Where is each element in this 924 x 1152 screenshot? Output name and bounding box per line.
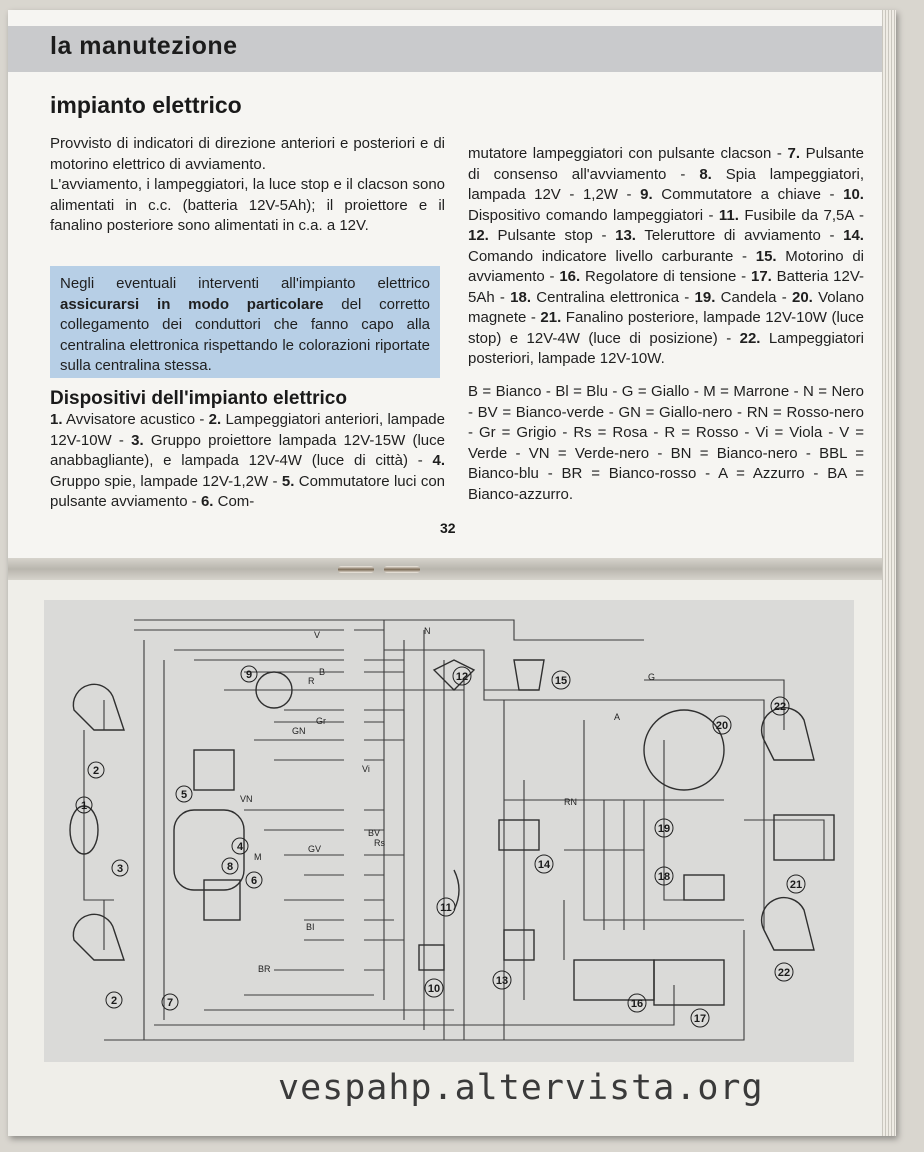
wire-label: BV	[368, 828, 381, 838]
device-text-continued: mutatore lampeggiatori con pulsante clacson	[468, 145, 772, 162]
wire-label: G	[648, 672, 656, 682]
device-num: 8.	[699, 165, 712, 183]
page-edges	[882, 10, 896, 1136]
note-text-bold: assicurarsi in modo particolare	[60, 295, 324, 313]
component-number: 12	[455, 671, 469, 683]
device-num: 1.	[50, 411, 63, 428]
note-text-end: del corretto collegamento dei conduttori che fanno capo alla centralina elettronica rispettando le colorazioni riportate sulla centralina stessa.	[60, 295, 430, 374]
component-number: 9	[245, 669, 253, 681]
device-num: 4.	[432, 452, 445, 469]
device-text: Pulsante stop	[497, 227, 593, 244]
wire-label: N	[424, 626, 431, 636]
device-num: 15.	[755, 247, 777, 265]
component-number: 6	[250, 875, 258, 887]
wire-label: R	[308, 676, 315, 686]
device-text: Spia lampeggiatori, lampada 12V - 1,2W	[468, 165, 864, 203]
component-number: 1	[80, 800, 88, 812]
diagram-background	[44, 600, 854, 1062]
chapter-title: la manutezione	[50, 32, 238, 60]
device-num: 2.	[208, 411, 222, 428]
component-number: 10	[427, 983, 441, 995]
device-num: 5.	[281, 472, 295, 490]
wire-label: Rs	[374, 838, 385, 848]
wire-label: Gr	[316, 716, 326, 726]
wire-label: V	[314, 630, 321, 640]
device-num: 13.	[615, 227, 636, 244]
wire-label: Vi	[362, 764, 370, 774]
device-num: 16.	[559, 268, 581, 285]
device-text: Commutatore luci con pulsante avviamento	[50, 472, 446, 510]
color-legend: B = Bianco - Bl = Blu - G = Giallo - M = Marrone - N = Nero - BV = Bianco-verde - GN = Giallo-nero - RN = Rosso-nero - Gr = Grigio - Rs = Rosa - R = Rosso - Vi = Viola - V = Verde - VN = Verde-nero - BN = Bianco-nero - BBL = Bianco-blu - BR = Bianco-rosso - A = Azzurro - BA = Bianco-azzurro.	[468, 383, 864, 503]
device-num: 11.	[718, 206, 739, 224]
component-number: 19	[657, 823, 671, 835]
wire-label: M	[254, 852, 262, 862]
wire-label: B	[319, 667, 326, 677]
devices-list-right: mutatore lampeggiatori con pulsante clacson - 7. Pulsante di consenso all'avviamento - 8. Spia lampeggiatori, lampada 12V - 1,2W - 9. Commutatore a chiave - 10. Dispositivo comando lampeggiatori - 11. Fusibile da 7,5A - 12. Pulsante stop - 13. Teleruttore di avviamento - 14. Comando indicatore livello carburante - 15. Motorino di avviamento - 16. Regolatore di tensione - 17. Batteria 12V-5Ah - 18. Centralina elettronica - 19. Candela - 20. Volano magnete - 21. Fanalino posteriore, lampade 12V-10W (luce stop) e 12V-4W (luce di posizione) - 22. Lampeggiatori posteriori, lampade 12V-10W.	[468, 145, 865, 367]
component-number: 11	[440, 902, 452, 914]
wire-label: BR	[258, 964, 271, 974]
device-num: 9.	[640, 186, 653, 203]
device-num: 20.	[792, 288, 813, 306]
device-text: Candela	[720, 288, 777, 306]
wiring-diagram	[44, 600, 854, 1062]
wire-label: GN	[292, 726, 306, 736]
device-num: 10.	[843, 186, 864, 203]
intro-paragraph-1: Provvisto di indicatori di direzione anteriori e posteriori e di motorino elettrico di avviamento.	[50, 135, 445, 173]
component-number: 14	[537, 859, 551, 871]
component-number: 4	[236, 841, 244, 853]
device-text: Fanalino posteriore, lampade 12V-10W (luce stop) e 12V-4W (luce di posizione)	[468, 309, 864, 347]
component-number: 3	[116, 863, 124, 875]
chapter-header-band	[8, 26, 884, 72]
component-number: 5	[180, 789, 188, 801]
device-num: 22.	[739, 329, 761, 347]
device-text: Volano magnete	[468, 288, 864, 326]
device-num: 18.	[510, 288, 532, 306]
device-text: Lampeggiatori posteriori, lampade 12V-10W.	[468, 329, 864, 367]
device-num: 7.	[787, 145, 801, 162]
device-text: Batteria 12V-5Ah	[468, 268, 865, 306]
intro-text	[50, 134, 445, 237]
device-num: 12.	[468, 227, 489, 244]
note-text-start: Negli eventuali interventi all'impianto elettrico	[60, 275, 430, 292]
device-text: Gruppo proiettore lampada 12V-15W (luce anabbagliante), e lampada 12V-4W (luce di città)	[50, 431, 445, 469]
device-text: Regolatore di tensione	[585, 268, 737, 285]
staple-left	[338, 566, 374, 573]
component-number: 7	[166, 997, 174, 1009]
component-number: 13	[495, 975, 509, 987]
component-number: 2	[92, 765, 100, 777]
component-number: 18	[657, 871, 671, 883]
wire-label: GV	[308, 844, 322, 854]
device-num: 14.	[843, 227, 864, 244]
device-text: Gruppo spie, lampade 12V-1,2W	[50, 472, 269, 490]
device-num: 17.	[750, 268, 772, 285]
device-num: 21.	[540, 309, 562, 326]
device-text: Avvisatore acustico	[65, 411, 196, 428]
component-number: 8	[226, 861, 234, 873]
device-num: 6.	[200, 493, 214, 510]
component-number: 21	[789, 879, 803, 891]
intro-paragraph-2: L'avviamento, i lampeggiatori, la luce stop e il clacson sono alimentati in c.c. (batteria 12V-5Ah); il proiettore e il fanalino posteriore sono alimentati in c.a. a 12V.	[50, 176, 445, 234]
staple-right	[384, 566, 420, 573]
device-text: Comando indicatore livello carburante	[468, 247, 734, 265]
devices-title: Dispositivi dell'impianto elettrico	[50, 388, 347, 409]
device-text: Lampeggiatori anteriori, lampade 12V-10W	[50, 411, 445, 449]
component-number: 2	[110, 995, 118, 1007]
device-text-split: Com-	[217, 493, 255, 510]
device-text: Motorino di avviamento	[468, 247, 864, 285]
wire-label: BI	[306, 922, 315, 932]
component-number: 20	[715, 720, 729, 732]
devices-list-left: 1. Avvisatore acustico - 2. Lampeggiatori anteriori, lampade 12V-10W - 3. Gruppo proiettore lampada 12V-15W (luce anabbagliante), e lampada 12V-4W (luce di città) - 4. Gruppo spie, lampade 12V-1,2W - 5. Commutatore luci con pulsante avviamento - 6. Com-	[50, 411, 446, 510]
page-number: 32	[440, 520, 456, 536]
device-text: Commutatore a chiave	[661, 186, 821, 203]
device-text: Centralina elettronica	[536, 288, 680, 306]
device-text: Dispositivo comando lampeggiatori	[468, 206, 704, 224]
manual-booklet	[8, 10, 896, 1136]
wire-label: RN	[564, 797, 577, 807]
device-text: Fusibile da 7,5A	[744, 206, 854, 224]
booklet-spine	[8, 558, 896, 580]
device-text: Teleruttore di avviamento	[644, 227, 821, 244]
component-number: 15	[554, 675, 568, 687]
note-text	[60, 274, 430, 377]
device-num: 19.	[694, 288, 716, 306]
wire-label: A	[614, 712, 621, 722]
device-num: 3.	[131, 431, 144, 449]
component-number: 22	[773, 701, 787, 713]
watermark: vespahp.altervista.org	[278, 1068, 764, 1108]
device-text: Pulsante di consenso all'avviamento	[468, 145, 864, 183]
component-number: 16	[630, 998, 644, 1010]
component-number: 17	[693, 1013, 707, 1025]
section-title: impianto elettrico	[50, 92, 242, 118]
component-number: 22	[777, 967, 791, 979]
wire-label: VN	[240, 794, 253, 804]
